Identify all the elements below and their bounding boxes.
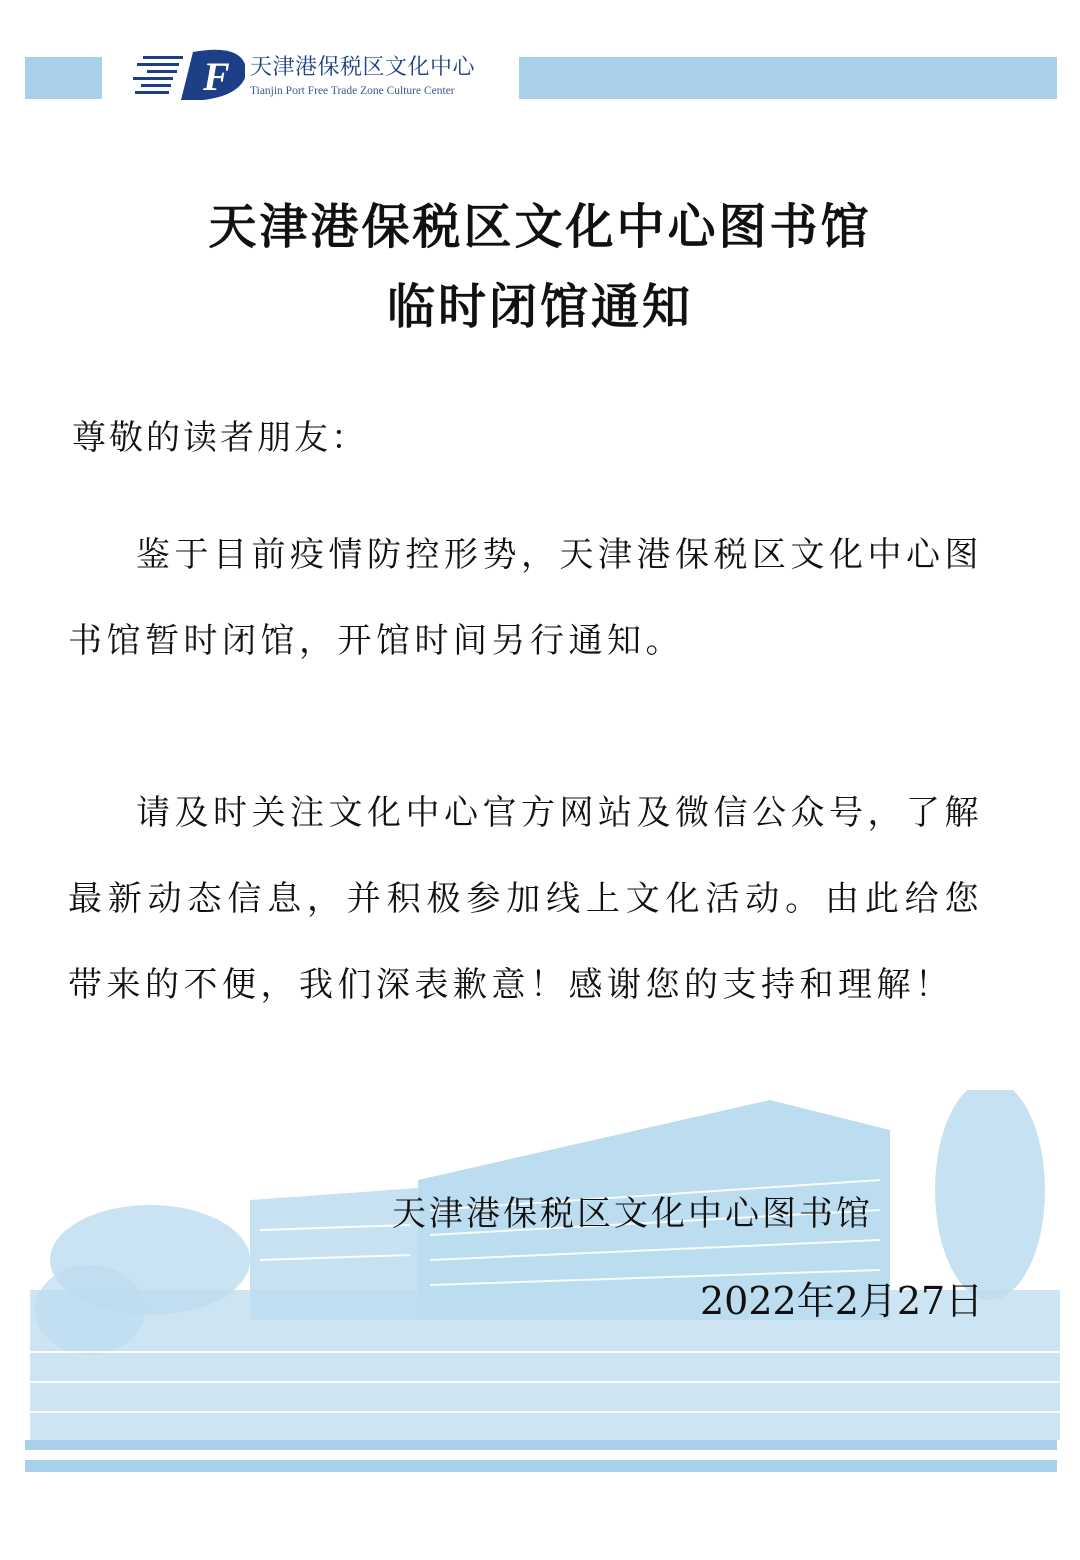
notice-paragraph-1: 鉴于目前疫情防控形势，天津港保税区文化中心图书馆暂时闭馆，开馆时间另行通知。 [68, 535, 983, 661]
org-logo [133, 44, 508, 104]
org-name-cn: 天津港保税区文化中心 [250, 55, 476, 80]
notice-paragraph-2: 请及时关注文化中心官方网站及微信公众号，了解最新动态信息，并积极参加线上文化活动。由此给您带来的不便，我们深表歉意！感谢您的支持和理解！ [68, 793, 983, 1005]
footer-band-1 [25, 1440, 1057, 1450]
notice-title-line2: 临时闭馆通知 [386, 279, 693, 335]
notice-title-line1: 天津港保税区文化中心图书馆 [208, 199, 872, 255]
library-building-illustration [30, 1090, 1060, 1440]
header-band-right [519, 57, 1057, 99]
signature-organization: 天津港保税区文化中心图书馆 [392, 1194, 873, 1234]
salutation: 尊敬的读者朋友： [72, 418, 368, 458]
f-logo-icon [133, 44, 248, 104]
footer-band-2 [25, 1460, 1057, 1472]
org-name-en: Tianjin Port Free Trade Zone Culture Center [250, 85, 455, 97]
signature-date: 2022年2月27日 [700, 1279, 984, 1323]
logo-letter: F [203, 54, 230, 99]
header-band-left [25, 57, 102, 99]
